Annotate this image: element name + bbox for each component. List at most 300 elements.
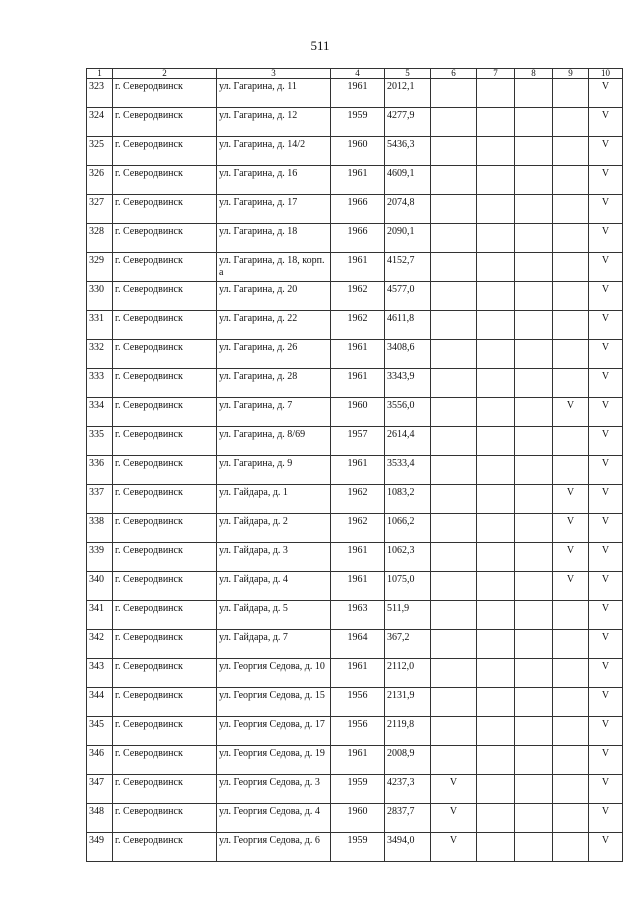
mark-cell bbox=[515, 166, 553, 195]
year-cell: 1959 bbox=[331, 108, 385, 137]
table-row bbox=[87, 340, 623, 369]
table-row bbox=[87, 601, 623, 630]
area-cell: 5436,3 bbox=[385, 137, 431, 166]
mark-cell bbox=[431, 166, 477, 195]
mark-cell bbox=[477, 514, 515, 543]
year-cell: 1959 bbox=[331, 775, 385, 804]
city-cell: г. Северодвинск bbox=[113, 717, 217, 746]
mark-cell bbox=[515, 398, 553, 427]
mark-cell: V bbox=[589, 195, 623, 224]
mark-cell bbox=[477, 688, 515, 717]
column-header: 9 bbox=[553, 69, 589, 79]
mark-cell bbox=[553, 717, 589, 746]
mark-cell bbox=[515, 224, 553, 253]
mark-cell: V bbox=[553, 572, 589, 601]
table-header-row bbox=[87, 69, 623, 79]
mark-cell bbox=[553, 746, 589, 775]
area-cell: 4611,8 bbox=[385, 311, 431, 340]
mark-cell bbox=[515, 340, 553, 369]
mark-cell bbox=[553, 79, 589, 108]
mark-cell bbox=[477, 166, 515, 195]
year-cell: 1961 bbox=[331, 369, 385, 398]
mark-cell: V bbox=[589, 630, 623, 659]
row-number: 326 bbox=[87, 166, 113, 195]
row-number: 348 bbox=[87, 804, 113, 833]
table-row bbox=[87, 572, 623, 601]
mark-cell: V bbox=[431, 833, 477, 862]
mark-cell bbox=[477, 224, 515, 253]
mark-cell bbox=[553, 775, 589, 804]
mark-cell bbox=[515, 137, 553, 166]
city-cell: г. Северодвинск bbox=[113, 688, 217, 717]
mark-cell bbox=[515, 514, 553, 543]
mark-cell bbox=[515, 195, 553, 224]
city-cell: г. Северодвинск bbox=[113, 282, 217, 311]
column-header: 3 bbox=[217, 69, 331, 79]
address-cell: ул. Гагарина, д. 17 bbox=[217, 195, 331, 224]
table-row bbox=[87, 630, 623, 659]
column-header: 8 bbox=[515, 69, 553, 79]
mark-cell bbox=[431, 137, 477, 166]
city-cell: г. Северодвинск bbox=[113, 601, 217, 630]
mark-cell bbox=[553, 659, 589, 688]
mark-cell: V bbox=[589, 717, 623, 746]
mark-cell bbox=[477, 195, 515, 224]
table-row bbox=[87, 253, 623, 282]
year-cell: 1956 bbox=[331, 688, 385, 717]
mark-cell bbox=[431, 340, 477, 369]
mark-cell bbox=[553, 804, 589, 833]
mark-cell bbox=[515, 485, 553, 514]
mark-cell bbox=[553, 833, 589, 862]
mark-cell bbox=[477, 601, 515, 630]
mark-cell bbox=[431, 108, 477, 137]
mark-cell bbox=[477, 427, 515, 456]
year-cell: 1956 bbox=[331, 717, 385, 746]
address-cell: ул. Георгия Седова, д. 3 bbox=[217, 775, 331, 804]
row-number: 327 bbox=[87, 195, 113, 224]
mark-cell bbox=[515, 746, 553, 775]
row-number: 334 bbox=[87, 398, 113, 427]
mark-cell bbox=[431, 601, 477, 630]
mark-cell bbox=[477, 833, 515, 862]
mark-cell bbox=[477, 398, 515, 427]
year-cell: 1962 bbox=[331, 311, 385, 340]
area-cell: 2131,9 bbox=[385, 688, 431, 717]
city-cell: г. Северодвинск bbox=[113, 224, 217, 253]
city-cell: г. Северодвинск bbox=[113, 311, 217, 340]
area-cell: 1083,2 bbox=[385, 485, 431, 514]
address-cell: ул. Гагарина, д. 7 bbox=[217, 398, 331, 427]
mark-cell bbox=[515, 659, 553, 688]
address-cell: ул. Георгия Седова, д. 19 bbox=[217, 746, 331, 775]
mark-cell bbox=[553, 340, 589, 369]
mark-cell bbox=[431, 717, 477, 746]
area-cell: 3343,9 bbox=[385, 369, 431, 398]
mark-cell bbox=[431, 659, 477, 688]
year-cell: 1962 bbox=[331, 485, 385, 514]
area-cell: 3494,0 bbox=[385, 833, 431, 862]
city-cell: г. Северодвинск bbox=[113, 833, 217, 862]
table-row bbox=[87, 659, 623, 688]
city-cell: г. Северодвинск bbox=[113, 253, 217, 282]
mark-cell bbox=[515, 688, 553, 717]
city-cell: г. Северодвинск bbox=[113, 427, 217, 456]
mark-cell bbox=[515, 108, 553, 137]
city-cell: г. Северодвинск bbox=[113, 166, 217, 195]
mark-cell: V bbox=[589, 224, 623, 253]
year-cell: 1966 bbox=[331, 195, 385, 224]
address-cell: ул. Гагарина, д. 8/69 bbox=[217, 427, 331, 456]
area-cell: 2008,9 bbox=[385, 746, 431, 775]
area-cell: 4277,9 bbox=[385, 108, 431, 137]
mark-cell bbox=[431, 427, 477, 456]
area-cell: 2614,4 bbox=[385, 427, 431, 456]
mark-cell bbox=[477, 746, 515, 775]
row-number: 340 bbox=[87, 572, 113, 601]
mark-cell bbox=[515, 311, 553, 340]
area-cell: 511,9 bbox=[385, 601, 431, 630]
mark-cell bbox=[477, 543, 515, 572]
year-cell: 1961 bbox=[331, 166, 385, 195]
area-cell: 2090,1 bbox=[385, 224, 431, 253]
year-cell: 1964 bbox=[331, 630, 385, 659]
row-number: 345 bbox=[87, 717, 113, 746]
address-cell: ул. Гагарина, д. 9 bbox=[217, 456, 331, 485]
mark-cell: V bbox=[589, 572, 623, 601]
mark-cell bbox=[553, 253, 589, 282]
mark-cell bbox=[515, 79, 553, 108]
city-cell: г. Северодвинск bbox=[113, 195, 217, 224]
mark-cell bbox=[477, 775, 515, 804]
housing-registry-table bbox=[86, 68, 623, 862]
mark-cell bbox=[553, 166, 589, 195]
row-number: 346 bbox=[87, 746, 113, 775]
mark-cell bbox=[431, 746, 477, 775]
year-cell: 1961 bbox=[331, 340, 385, 369]
city-cell: г. Северодвинск bbox=[113, 456, 217, 485]
mark-cell: V bbox=[589, 514, 623, 543]
mark-cell bbox=[477, 659, 515, 688]
table-row bbox=[87, 746, 623, 775]
mark-cell bbox=[515, 630, 553, 659]
city-cell: г. Северодвинск bbox=[113, 108, 217, 137]
row-number: 330 bbox=[87, 282, 113, 311]
column-header: 7 bbox=[477, 69, 515, 79]
row-number: 336 bbox=[87, 456, 113, 485]
mark-cell: V bbox=[589, 369, 623, 398]
mark-cell bbox=[477, 108, 515, 137]
column-header: 5 bbox=[385, 69, 431, 79]
mark-cell bbox=[477, 282, 515, 311]
mark-cell: V bbox=[589, 340, 623, 369]
year-cell: 1960 bbox=[331, 137, 385, 166]
table-row bbox=[87, 427, 623, 456]
mark-cell bbox=[553, 427, 589, 456]
city-cell: г. Северодвинск bbox=[113, 572, 217, 601]
table-row bbox=[87, 137, 623, 166]
year-cell: 1961 bbox=[331, 746, 385, 775]
row-number: 343 bbox=[87, 659, 113, 688]
year-cell: 1966 bbox=[331, 224, 385, 253]
row-number: 341 bbox=[87, 601, 113, 630]
mark-cell bbox=[431, 688, 477, 717]
address-cell: ул. Гагарина, д. 20 bbox=[217, 282, 331, 311]
address-cell: ул. Гагарина, д. 11 bbox=[217, 79, 331, 108]
mark-cell: V bbox=[589, 543, 623, 572]
row-number: 325 bbox=[87, 137, 113, 166]
table-row bbox=[87, 485, 623, 514]
year-cell: 1959 bbox=[331, 833, 385, 862]
mark-cell bbox=[431, 514, 477, 543]
address-cell: ул. Гагарина, д. 16 bbox=[217, 166, 331, 195]
mark-cell bbox=[553, 630, 589, 659]
mark-cell: V bbox=[589, 659, 623, 688]
mark-cell bbox=[553, 456, 589, 485]
mark-cell: V bbox=[589, 398, 623, 427]
row-number: 324 bbox=[87, 108, 113, 137]
mark-cell: V bbox=[589, 108, 623, 137]
mark-cell bbox=[515, 804, 553, 833]
mark-cell: V bbox=[553, 398, 589, 427]
mark-cell bbox=[477, 456, 515, 485]
year-cell: 1957 bbox=[331, 427, 385, 456]
area-cell: 1075,0 bbox=[385, 572, 431, 601]
mark-cell: V bbox=[589, 775, 623, 804]
area-cell: 2112,0 bbox=[385, 659, 431, 688]
row-number: 344 bbox=[87, 688, 113, 717]
area-cell: 3533,4 bbox=[385, 456, 431, 485]
city-cell: г. Северодвинск bbox=[113, 659, 217, 688]
mark-cell bbox=[431, 543, 477, 572]
mark-cell bbox=[477, 485, 515, 514]
year-cell: 1961 bbox=[331, 659, 385, 688]
table-row bbox=[87, 369, 623, 398]
mark-cell: V bbox=[553, 514, 589, 543]
mark-cell bbox=[477, 630, 515, 659]
area-cell: 2119,8 bbox=[385, 717, 431, 746]
table-row bbox=[87, 456, 623, 485]
area-cell: 4577,0 bbox=[385, 282, 431, 311]
table-row bbox=[87, 224, 623, 253]
mark-cell bbox=[477, 253, 515, 282]
mark-cell bbox=[515, 253, 553, 282]
mark-cell bbox=[431, 282, 477, 311]
table-row bbox=[87, 282, 623, 311]
table-row bbox=[87, 717, 623, 746]
mark-cell bbox=[515, 543, 553, 572]
column-header: 10 bbox=[589, 69, 623, 79]
city-cell: г. Северодвинск bbox=[113, 369, 217, 398]
mark-cell: V bbox=[589, 427, 623, 456]
address-cell: ул. Гайдара, д. 2 bbox=[217, 514, 331, 543]
mark-cell: V bbox=[589, 311, 623, 340]
address-cell: ул. Георгия Седова, д. 4 bbox=[217, 804, 331, 833]
mark-cell: V bbox=[431, 775, 477, 804]
mark-cell bbox=[553, 137, 589, 166]
year-cell: 1960 bbox=[331, 804, 385, 833]
address-cell: ул. Гагарина, д. 26 bbox=[217, 340, 331, 369]
mark-cell bbox=[431, 253, 477, 282]
row-number: 342 bbox=[87, 630, 113, 659]
mark-cell: V bbox=[589, 746, 623, 775]
mark-cell bbox=[431, 311, 477, 340]
mark-cell: V bbox=[589, 833, 623, 862]
row-number: 323 bbox=[87, 79, 113, 108]
area-cell: 1066,2 bbox=[385, 514, 431, 543]
column-header: 2 bbox=[113, 69, 217, 79]
mark-cell bbox=[477, 572, 515, 601]
address-cell: ул. Гагарина, д. 14/2 bbox=[217, 137, 331, 166]
row-number: 338 bbox=[87, 514, 113, 543]
table-row bbox=[87, 79, 623, 108]
table-row bbox=[87, 195, 623, 224]
mark-cell: V bbox=[589, 688, 623, 717]
mark-cell bbox=[553, 195, 589, 224]
year-cell: 1961 bbox=[331, 79, 385, 108]
city-cell: г. Северодвинск bbox=[113, 485, 217, 514]
area-cell: 1062,3 bbox=[385, 543, 431, 572]
address-cell: ул. Гагарина, д. 18, корп. а bbox=[217, 253, 331, 282]
mark-cell bbox=[431, 224, 477, 253]
mark-cell: V bbox=[589, 485, 623, 514]
mark-cell bbox=[431, 79, 477, 108]
row-number: 347 bbox=[87, 775, 113, 804]
column-header: 1 bbox=[87, 69, 113, 79]
mark-cell bbox=[431, 195, 477, 224]
table-row bbox=[87, 543, 623, 572]
page-number: 511 bbox=[310, 38, 330, 53]
row-number: 333 bbox=[87, 369, 113, 398]
address-cell: ул. Георгия Седова, д. 17 bbox=[217, 717, 331, 746]
row-number: 337 bbox=[87, 485, 113, 514]
mark-cell bbox=[553, 369, 589, 398]
mark-cell bbox=[553, 224, 589, 253]
mark-cell: V bbox=[589, 253, 623, 282]
mark-cell bbox=[431, 398, 477, 427]
mark-cell bbox=[477, 137, 515, 166]
year-cell: 1961 bbox=[331, 543, 385, 572]
address-cell: ул. Гайдара, д. 4 bbox=[217, 572, 331, 601]
table-row bbox=[87, 398, 623, 427]
table-row bbox=[87, 833, 623, 862]
row-number: 328 bbox=[87, 224, 113, 253]
mark-cell bbox=[477, 311, 515, 340]
year-cell: 1961 bbox=[331, 572, 385, 601]
mark-cell: V bbox=[431, 804, 477, 833]
mark-cell: V bbox=[589, 282, 623, 311]
mark-cell bbox=[515, 456, 553, 485]
mark-cell bbox=[553, 311, 589, 340]
address-cell: ул. Гагарина, д. 12 bbox=[217, 108, 331, 137]
city-cell: г. Северодвинск bbox=[113, 340, 217, 369]
row-number: 339 bbox=[87, 543, 113, 572]
mark-cell bbox=[431, 630, 477, 659]
address-cell: ул. Георгия Седова, д. 15 bbox=[217, 688, 331, 717]
mark-cell bbox=[431, 485, 477, 514]
row-number: 331 bbox=[87, 311, 113, 340]
year-cell: 1962 bbox=[331, 514, 385, 543]
mark-cell: V bbox=[589, 166, 623, 195]
year-cell: 1961 bbox=[331, 253, 385, 282]
table-row bbox=[87, 166, 623, 195]
city-cell: г. Северодвинск bbox=[113, 804, 217, 833]
mark-cell: V bbox=[589, 601, 623, 630]
mark-cell bbox=[477, 369, 515, 398]
city-cell: г. Северодвинск bbox=[113, 775, 217, 804]
mark-cell bbox=[515, 427, 553, 456]
table-row bbox=[87, 688, 623, 717]
row-number: 349 bbox=[87, 833, 113, 862]
mark-cell bbox=[515, 717, 553, 746]
city-cell: г. Северодвинск bbox=[113, 514, 217, 543]
mark-cell bbox=[477, 804, 515, 833]
city-cell: г. Северодвинск bbox=[113, 746, 217, 775]
address-cell: ул. Гагарина, д. 22 bbox=[217, 311, 331, 340]
area-cell: 367,2 bbox=[385, 630, 431, 659]
table-row bbox=[87, 775, 623, 804]
area-cell: 4609,1 bbox=[385, 166, 431, 195]
row-number: 329 bbox=[87, 253, 113, 282]
table-body bbox=[87, 69, 623, 862]
year-cell: 1961 bbox=[331, 456, 385, 485]
address-cell: ул. Гайдара, д. 7 bbox=[217, 630, 331, 659]
mark-cell bbox=[515, 601, 553, 630]
mark-cell bbox=[515, 572, 553, 601]
area-cell: 2012,1 bbox=[385, 79, 431, 108]
mark-cell bbox=[477, 79, 515, 108]
row-number: 335 bbox=[87, 427, 113, 456]
address-cell: ул. Гайдара, д. 5 bbox=[217, 601, 331, 630]
mark-cell bbox=[477, 340, 515, 369]
mark-cell bbox=[515, 775, 553, 804]
table-row bbox=[87, 804, 623, 833]
area-cell: 4152,7 bbox=[385, 253, 431, 282]
address-cell: ул. Гайдара, д. 3 bbox=[217, 543, 331, 572]
mark-cell bbox=[553, 282, 589, 311]
year-cell: 1962 bbox=[331, 282, 385, 311]
mark-cell: V bbox=[589, 79, 623, 108]
mark-cell bbox=[515, 833, 553, 862]
mark-cell bbox=[515, 282, 553, 311]
city-cell: г. Северодвинск bbox=[113, 137, 217, 166]
table-row bbox=[87, 514, 623, 543]
area-cell: 3556,0 bbox=[385, 398, 431, 427]
address-cell: ул. Гагарина, д. 28 bbox=[217, 369, 331, 398]
mark-cell: V bbox=[553, 543, 589, 572]
area-cell: 2837,7 bbox=[385, 804, 431, 833]
year-cell: 1963 bbox=[331, 601, 385, 630]
city-cell: г. Северодвинск bbox=[113, 398, 217, 427]
area-cell: 3408,6 bbox=[385, 340, 431, 369]
mark-cell bbox=[431, 456, 477, 485]
column-header: 6 bbox=[431, 69, 477, 79]
address-cell: ул. Гайдара, д. 1 bbox=[217, 485, 331, 514]
mark-cell bbox=[553, 601, 589, 630]
table-row bbox=[87, 311, 623, 340]
mark-cell bbox=[553, 688, 589, 717]
year-cell: 1960 bbox=[331, 398, 385, 427]
city-cell: г. Северодвинск bbox=[113, 79, 217, 108]
mark-cell: V bbox=[589, 137, 623, 166]
area-cell: 2074,8 bbox=[385, 195, 431, 224]
address-cell: ул. Георгия Седова, д. 10 bbox=[217, 659, 331, 688]
mark-cell bbox=[477, 717, 515, 746]
mark-cell bbox=[553, 108, 589, 137]
column-header: 4 bbox=[331, 69, 385, 79]
address-cell: ул. Гагарина, д. 18 bbox=[217, 224, 331, 253]
mark-cell bbox=[431, 572, 477, 601]
